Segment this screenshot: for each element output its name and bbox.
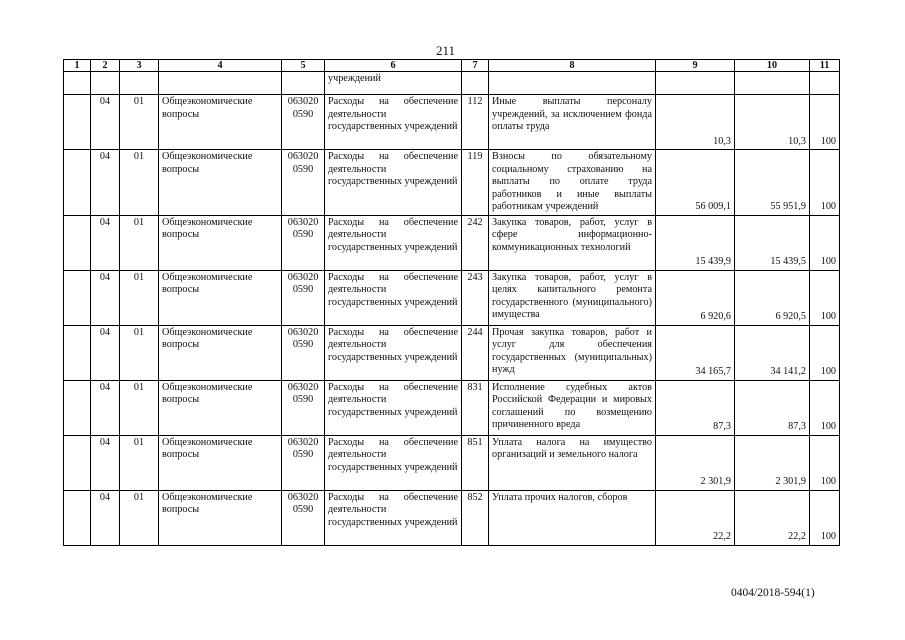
percent-cell: 100 [810, 150, 840, 216]
table-row [64, 490, 840, 545]
target-article-cell: 063020 0590 [282, 95, 325, 150]
section-name-cell: Общеэкономические вопросы [159, 95, 282, 150]
expense-type-cell: 119 [462, 150, 489, 216]
percent-cell: 100 [810, 270, 840, 325]
header-cell: 4 [159, 60, 282, 72]
executed-amount-cell: 2 301,9 [735, 435, 810, 490]
percent-cell: 100 [810, 215, 840, 270]
header-cell: 8 [489, 60, 656, 72]
subsection-cell: 01 [120, 95, 159, 150]
section-cell: 04 [91, 435, 120, 490]
number-cell [64, 325, 91, 380]
continuation-row [64, 72, 840, 95]
planned-amount-cell: 22,2 [656, 490, 735, 545]
target-article-name-cell: Расходы на обеспечение деятельности государственных учреждений [325, 150, 462, 216]
continuation-text: учреждений [325, 72, 462, 95]
executed-amount-cell: 87,3 [735, 380, 810, 435]
executed-amount-cell: 15 439,5 [735, 215, 810, 270]
header-cell: 10 [735, 60, 810, 72]
target-article-cell: 063020 0590 [282, 435, 325, 490]
percent-cell: 100 [810, 95, 840, 150]
expense-type-cell: 243 [462, 270, 489, 325]
planned-amount-cell: 87,3 [656, 380, 735, 435]
section-name-cell: Общеэкономические вопросы [159, 490, 282, 545]
number-cell [64, 215, 91, 270]
target-article-cell: 063020 0590 [282, 325, 325, 380]
budget-table [63, 59, 840, 546]
number-cell [64, 380, 91, 435]
page-number: 211 [436, 43, 456, 58]
expense-type-cell: 852 [462, 490, 489, 545]
expense-type-name-cell: Прочая закупка товаров, работ и услуг для обеспечения государственных (муниципальных) нужд [489, 325, 656, 380]
header-cell: 5 [282, 60, 325, 72]
subsection-cell: 01 [120, 215, 159, 270]
subsection-cell: 01 [120, 490, 159, 545]
section-cell: 04 [91, 325, 120, 380]
target-article-name-cell: Расходы на обеспечение деятельности государственных учреждений [325, 380, 462, 435]
executed-amount-cell: 55 951,9 [735, 150, 810, 216]
table-row [64, 325, 840, 380]
target-article-name-cell: Расходы на обеспечение деятельности государственных учреждений [325, 95, 462, 150]
table-row [64, 150, 840, 216]
expense-type-cell: 244 [462, 325, 489, 380]
expense-type-name-cell: Взносы по обязательному социальному страхованию на выплаты по оплате труда работников и иные выплаты работникам учреждений [489, 150, 656, 216]
target-article-cell: 063020 0590 [282, 380, 325, 435]
percent-cell: 100 [810, 380, 840, 435]
target-article-name-cell: Расходы на обеспечение деятельности государственных учреждений [325, 270, 462, 325]
planned-amount-cell: 6 920,6 [656, 270, 735, 325]
header-cell: 1 [64, 60, 91, 72]
table-row [64, 215, 840, 270]
table-row [64, 380, 840, 435]
target-article-cell: 063020 0590 [282, 490, 325, 545]
expense-type-name-cell: Исполнение судебных актов Российской Федерации и мировых соглашений по возмещению причиненного вреда [489, 380, 656, 435]
number-cell [64, 95, 91, 150]
table-row [64, 435, 840, 490]
target-article-name-cell: Расходы на обеспечение деятельности государственных учреждений [325, 325, 462, 380]
section-name-cell: Общеэкономические вопросы [159, 435, 282, 490]
subsection-cell: 01 [120, 150, 159, 216]
number-cell [64, 435, 91, 490]
section-cell: 04 [91, 215, 120, 270]
executed-amount-cell: 22,2 [735, 490, 810, 545]
percent-cell: 100 [810, 490, 840, 545]
table-row [64, 95, 840, 150]
number-cell [64, 490, 91, 545]
target-article-name-cell: Расходы на обеспечение деятельности государственных учреждений [325, 490, 462, 545]
expense-type-name-cell: Уплата налога на имущество организаций и земельного налога [489, 435, 656, 490]
document-code: 0404/2018-594(1) [731, 587, 815, 599]
target-article-cell: 063020 0590 [282, 215, 325, 270]
section-name-cell: Общеэкономические вопросы [159, 325, 282, 380]
executed-amount-cell: 10,3 [735, 95, 810, 150]
target-article-cell: 063020 0590 [282, 270, 325, 325]
section-cell: 04 [91, 270, 120, 325]
planned-amount-cell: 10,3 [656, 95, 735, 150]
header-cell: 9 [656, 60, 735, 72]
expense-type-name-cell: Закупка товаров, работ, услуг в сфере информационно-коммуникационных технологий [489, 215, 656, 270]
section-name-cell: Общеэкономические вопросы [159, 270, 282, 325]
subsection-cell: 01 [120, 325, 159, 380]
header-cell: 3 [120, 60, 159, 72]
number-cell [64, 270, 91, 325]
header-row [64, 60, 840, 72]
expense-type-cell: 112 [462, 95, 489, 150]
section-name-cell: Общеэкономические вопросы [159, 380, 282, 435]
expense-type-cell: 851 [462, 435, 489, 490]
expense-type-cell: 831 [462, 380, 489, 435]
planned-amount-cell: 56 009,1 [656, 150, 735, 216]
section-cell: 04 [91, 95, 120, 150]
planned-amount-cell: 2 301,9 [656, 435, 735, 490]
planned-amount-cell: 34 165,7 [656, 325, 735, 380]
expense-type-cell: 242 [462, 215, 489, 270]
subsection-cell: 01 [120, 270, 159, 325]
section-cell: 04 [91, 150, 120, 216]
executed-amount-cell: 6 920,5 [735, 270, 810, 325]
planned-amount-cell: 15 439,9 [656, 215, 735, 270]
header-cell: 11 [810, 60, 840, 72]
percent-cell: 100 [810, 325, 840, 380]
subsection-cell: 01 [120, 380, 159, 435]
target-article-name-cell: Расходы на обеспечение деятельности государственных учреждений [325, 215, 462, 270]
header-cell: 2 [91, 60, 120, 72]
executed-amount-cell: 34 141,2 [735, 325, 810, 380]
section-name-cell: Общеэкономические вопросы [159, 150, 282, 216]
header-cell: 7 [462, 60, 489, 72]
subsection-cell: 01 [120, 435, 159, 490]
section-cell: 04 [91, 490, 120, 545]
section-cell: 04 [91, 380, 120, 435]
expense-type-name-cell: Иные выплаты персоналу учреждений, за исключением фонда оплаты труда [489, 95, 656, 150]
target-article-cell: 063020 0590 [282, 150, 325, 216]
header-cell: 6 [325, 60, 462, 72]
table-row [64, 270, 840, 325]
expense-type-name-cell: Уплата прочих налогов, сборов [489, 490, 656, 545]
percent-cell: 100 [810, 435, 840, 490]
number-cell [64, 150, 91, 216]
target-article-name-cell: Расходы на обеспечение деятельности государственных учреждений [325, 435, 462, 490]
section-name-cell: Общеэкономические вопросы [159, 215, 282, 270]
expense-type-name-cell: Закупка товаров, работ, услуг в целях капитального ремонта государственного (муниципального) имущества [489, 270, 656, 325]
